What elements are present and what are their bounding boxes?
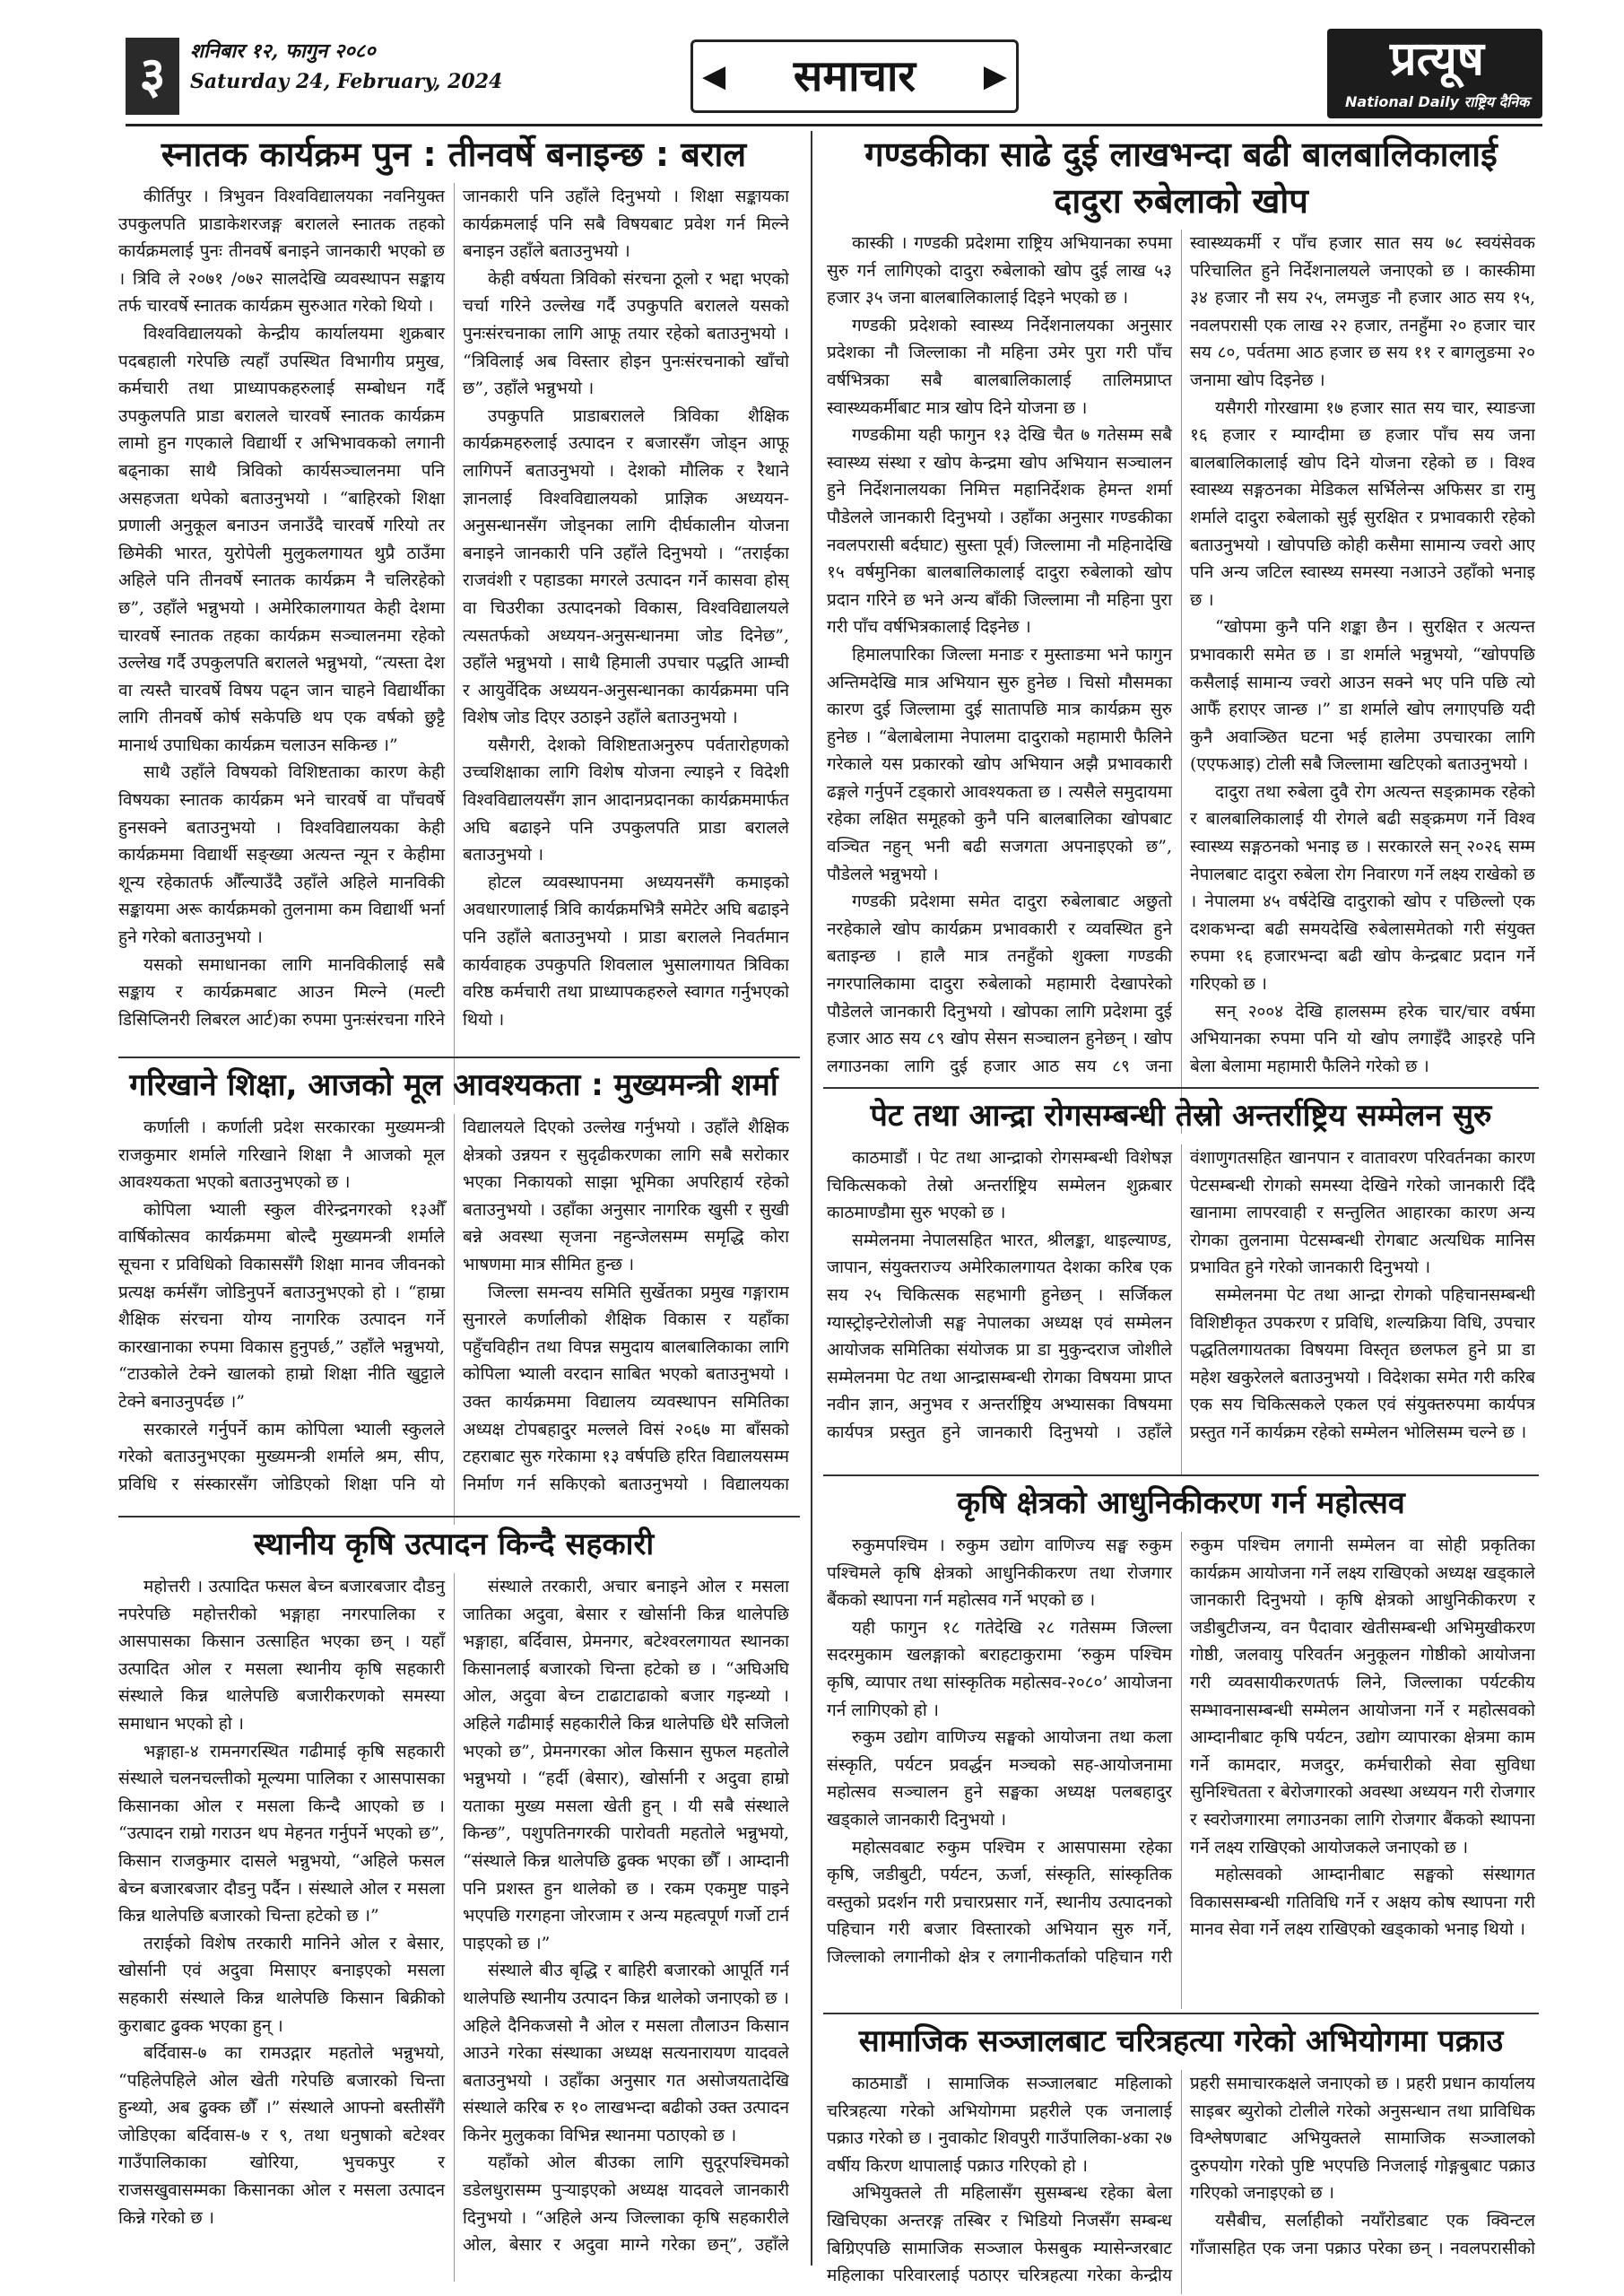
paragraph: बर्दिवास-७ का रामउद्गार महतोले भन्नुभयो, “पहिलेपहिले ओल खेती गरेपछि बजारको चिन्ता हुन्थ्यो, अब ढुक्क छौँ ।” संस्थाले आफ्नो बस्तीसँगै जोडिएका बर्दिवास-७ र ९, तथा धनुषाको बटेश्वर गाउँपालिकाका खोरिया, भुचकपुर र राजसखुवासम्मका किसानका ओल र मसला उत्पादन किन्ने गरेको छ । [118, 2043, 445, 2228]
paragraph: संस्थाले तरकारी, अचार बनाइने ओल र मसला जातिका अदुवा, बेसार र खोर्सानी किन्न थालेपछि भङ्गाहा, बर्दिवास, प्रेमनगर, बटेश्वरलगायत स्थानका किसानलाई बजारको चिन्ता हटेको छ । “अघिअघि ओल, अदुवा बेच्न टाढाटाढाको बजार गइन्थ्यो । अहिले गढीमाई सहकारीले किन्न थालेपछि धेरै सजिलो भएको छ”, प्रेमनगरका ओल किसान सुफल महतोले भन्नुभयो । “हर्दी (बेसार), खोर्सानी र अदुवा हाम्रो यताका मुख्य मसला खेती हुन् । यी सबै संस्थाले किन्छ”, पशुपतिनगरकी पारोवती महतोले भन्नुभयो, “संस्थाले किन्न थालेपछि ढुक्क भएका छौँ । आम्दानी पनि प्रशस्त हुन थालेको छ । रकम एकमुष्ट पाइने भएपछि गरगहना जोरजाम र अन्य महत्वपूर्ण गर्जो टार्न पाइएको छ ।” [463, 1577, 789, 1953]
paragraph: कोपिला भ्याली स्कुल वीरेन्द्रनगरको १३औँ वार्षिकोत्सव कार्यक्रममा बोल्दै मुख्यमन्त्री शर्माले सूचना र प्रविधिको विकाससँगै शिक्षा मानव जीवनको प्रत्यक्ष कर्मसँग जोडिनुपर्ने बताउनुभएको हो । “हाम्रा शैक्षिक संरचना योग्य नागरिक उत्पादन गर्ने कारखानाका रुपमा विकास हुनुपर्छ,” उहाँले भन्नुभयो, “टाउकोले टेक्ने खालको हाम्रो शिक्षा नीति खुट्टाले टेक्ने बनाउनुपर्दछ ।” [118, 1199, 445, 1412]
arrow-left-icon: ◀ [702, 58, 726, 94]
date-english: Saturday 24, February, 2024 [190, 70, 503, 93]
paragraph: भङ्गाहा-४ रामनगरस्थित गढीमाई कृषि सहकारी संस्थाले चलनचल्तीको मूल्यमा पालिका र आसपासका किसानका ओल र मसला किन्दै आएको छ । “उत्पादन राम्रो गराउन थप मेहनत गर्नुपर्ने भएको छ”, किसान राजकुमार दासले भन्नुभयो, “अहिले फसल बेच्न बजारबजार दौडनु पर्दैन । संस्थाले ओल र मसला किन्न थालेपछि बजारको चिन्ता हटेको छ ।” [118, 1741, 445, 1926]
page-number: ३ [126, 38, 179, 115]
paragraph: यसैगरी गोरखामा १७ हजार सात सय चार, स्याङजा १६ हजार र म्याग्दीमा छ हजार पाँच सय जना बालबालिकालाई खोप दिने योजना रहेको छ । विश्व स्वास्थ्य सङ्गठनका मेडिकल सर्भिलेन्स अफिसर डा रामु शर्माले दादुरा रुबेलाको सुई सुरक्षित र प्रभावकारी रहेको बताउनुभयो । खोपपछि कोही कसैमा सामान्य ज्वरो आए पनि अन्य जटिल स्वास्थ्य समस्या नआउने उहाँको भनाइ छ । [1190, 397, 1535, 610]
headline: गण्डकीका साढे दुई लाखभन्दा बढी बालबालिकालाई दादुरा रुबेलाको खोप [864, 135, 1498, 221]
arrow-right-icon: ▶ [983, 58, 1007, 94]
article-body [118, 183, 789, 1105]
article-gastro-conference [827, 1092, 1535, 1476]
article-divider [823, 1474, 1539, 1476]
paragraph: रुकुमपश्चिम । रुकुम उद्योग वाणिज्य सङ्घ रुकुम पश्चिमले कृषि क्षेत्रको आधुनिकीकरण तथा रोजगार बैंकको स्थापना गर्न महोत्सव गर्ने भएको छ । [827, 1535, 1172, 1611]
newspaper-logo [1327, 29, 1542, 118]
paragraph: होटल व्यवस्थापनमा अध्ययनसँगै कमाइको अवधारणालाई त्रिवि कार्यक्रमभित्रै समेटेर अघि बढाइने पनि उहाँले बताउनुभयो । प्राडा बरालले निवर्तमान कार्यवाहक उपकुपति शिवलाल भुसालगायत त्रिविका वरिष्ठ कर्मचारी तथा प्राध्यापकहरुले स्वागत गर्नुभएको थियो । [463, 872, 789, 1030]
headline: स्नातक कार्यक्रम पुन : तीनवर्षे बनाइन्छ : बराल [161, 135, 747, 174]
headline: सामाजिक सञ्जालबाट चरित्रहत्या गरेको अभियोगमा पक्राउ [858, 2023, 1504, 2059]
paragraph: यही फागुन १८ गतेदेखि २८ गतेसम्म जिल्ला सदरमुकाम खलङ्गाको बराहटाकुरामा ‘रुकुम पश्चिम कृषि, व्यापार तथा सांस्कृतिक महोत्सव-२०८०’ आयोजना गर्न लागिएको हो । [827, 1617, 1172, 1720]
paragraph: तराईको विशेष तरकारी मानिने ओल र बेसार, खोर्सानी एवं अदुवा मिसाएर बनाइएको मसला सहकारी संस्थाले किन्न थालेपछि किसान बिक्रीको कुराबाट ढुक्क भएका हुन् । [118, 1933, 445, 2036]
paragraph: यसको समाधानका लागि मानविकीलाई सबै सङ्काय र कार्यक्रमबाट आउन मिल्ने (मल्टी डिसिप्लिनरी लिबरल आर्ट)का रुपमा पुनःसंरचना गरिने जानकारी पनि उहाँले दिनुभयो । शिक्षा सङ्कायका कार्यक्रमलाई पनि सबै विषयबाट प्रवेश गर्न मिल्ने बनाइन उहाँले बताउनुभयो । [118, 187, 789, 1030]
logo-tagline: National Daily राष्ट्रिय दैनिक [1345, 93, 1530, 110]
paragraph: केही वर्षयता त्रिविको संरचना ठूलो र भद्दा भएको चर्चा गरिने उल्लेख गर्दै उपकुपति बरालले यसको पुनःसंरचनाका लागि आफू तयार रहेको बताउनुभयो । “त्रिविलाई अब विस्तार होइन पुनःसंरचनाको खाँचो छ”, उहाँले भन्नुभयो । [463, 268, 789, 399]
paragraph: हिमालपारिका जिल्ला मनाङ र मुस्ताङमा भने फागुन अन्तिमदेखि मात्र अभियान सुरु हुनेछ । चिसो मौसमका कारण दुई जिल्लामा दुई सातापछि मात्र कार्यक्रम सुरु हुनेछ । “बेलाबेलामा नेपालमा दादुराको महामारी फैलिने गरेकाले यस प्रकारको खोप अभियान अझै प्रभावकारी ढङ्गले गर्नुपर्ने टड्कारो आवश्यकता छ । त्यसैले समुदायमा रहेका लक्षित समूहको कुनै पनि बालबालिका खोपबाट वञ्चित नहुन् भनी बढी सजगता अपनाइएको छ”, पौडेलले भन्नुभयो । [827, 644, 1172, 884]
article-body [827, 1532, 1535, 2009]
article-agriculture-festival [827, 1480, 1535, 2009]
dateline [190, 36, 503, 97]
paragraph: महोत्सवको आम्दानीबाट सङ्घको संस्थागत विकाससम्बन्धी गतिविधि गर्ने र अक्षय कोष स्थापना गरी मानव सेवा गर्ने लक्ष्य राखिएको खड्काको भनाइ थियो । [1190, 1865, 1535, 1940]
article-body [827, 1144, 1535, 1476]
date-nepali: शनिबार १२, फागुन २०८० [190, 39, 376, 63]
article-body [118, 1114, 789, 1525]
paragraph: जिल्ला समन्वय समिति सुर्खेतका प्रमुख गङ्गाराम सुनारले कर्णालीको शैक्षिक विकास र यहाँका पहुँचविहीन तथा विपन्न समुदाय बालबालिकाका लागि कोपिला भ्याली वरदान साबित भएको बताउनुभयो । उक्त कार्यक्रममा विद्यालय व्यवस्थापन समितिका अध्यक्ष टोपबहादुर मल्लले विसं २०६७ मा बाँसको टहराबाट सुरु गरेकामा १३ वर्षपछि हरित विद्यालयसम्म निर्माण गर्न सकिएको बताउनुभयो । विद्यालयका [463, 1282, 789, 1494]
paragraph: “खोपमा कुनै पनि शङ्का छैन । सुरक्षित र अत्यन्त प्रभावकारी समेत छ । डा शर्माले भन्नुभयो, “खोपपछि कसैलाई सामान्य ज्वरो आउन सक्ने भए पनि पछि त्यो आफैँ हराएर जान्छ ।” डा शर्माले खोप लगाएपछि यदी कुनै अवाञ्छित घटना भई हालेमा उपचारका लागि (एएफआइ) टोली सबै जिल्लामा खटिएको बताउनुभयो । [1190, 617, 1535, 775]
paragraph: गण्डकी प्रदेशमा समेत दादुरा रुबेलाबाट अछुतो नरहेकाले खोप कार्यक्रम प्रभावकारी र व्यवस्थित हुने बताइन्छ । हालै मात्र तनहुँको शुक्ला गण्डकी नगरपालिकामा दादुरा रुबेलाको महामारी देखापरेको पौडेलले जानकारी दिनुभयो । खोपका लागि प्रदेशमा दुई हजार आठ सय ८९ खोप सेसन सञ्चालन हुनेछन् । खोप लगाउनका लागि दुई हजार आठ सय ८९ जना स्वास्थ्यकर्मी र पाँच हजार सात सय ७८ स्वयंसेवक परिचालित हुने निर्देशनालयले जनाएको छ । कास्कीमा ३४ हजार नौ सय २५, लमजुङ नौ हजार आठ सय १५, नवलपरासी एक लाख २२ हजार, तनहुँमा २० हजार चार सय ८०, पर्वतमा आठ हजार छ सय ११ र बागलुङमा २० जनामा खोप दिइनेछ । [827, 233, 1535, 1076]
article-ba-degree [118, 131, 789, 1105]
masthead [126, 29, 1542, 123]
article-divider [823, 2013, 1539, 2014]
logo-text: प्रत्यूष [1390, 32, 1484, 86]
paragraph: गण्डकीमा यही फागुन १३ देखि चैत ७ गतेसम्म सबै स्वास्थ्य संस्था र खोप केन्द्रमा खोप अभियान सञ्चालन हुने निर्देशनालयका निमित्त महानिर्देशक हेमन्त शर्मा पौडेलले जानकारी दिनुभयो । उहाँका अनुसार गण्डकीका नवलपरासी बर्दघाट) सुस्ता पूर्व) जिल्लामा नौ महिनादेखि १५ वर्षमुनिका बालबालिकालाई दादुरा रुबेलाको खोप प्रदान गरिने छ भने अन्य बाँकी जिल्लामा नौ महिना पुरा गरी पाँच वर्षभित्रकालाई दिइनेछ । [827, 425, 1172, 638]
paragraph: गण्डकी प्रदेशको स्वास्थ्य निर्देशनालयका अनुसार प्रदेशका नौ जिल्लाका नौ महिना उमेर पुरा गरी पाँच वर्षभित्रका सबै बालबालिकालाई तालिमप्राप्त स्वास्थ्यकर्मीबाट मात्र खोप दिने योजना छ । [827, 315, 1172, 418]
headline: स्थानीय कृषि उत्पादन किन्दै सहकारी [253, 1526, 655, 1562]
paragraph: संस्थाले बीउ बृद्धि र बाहिरी बजारको आपूर्ति गर्न थालेपछि स्थानीय उत्पादन किन्न थालेको जनाएको छ । अहिले दैनिकजसो नै ओल र मसला तौलाउन किसान आउने गरेका संस्थाका अध्यक्ष सत्यनारायण यादवले बताउनुभयो । उहाँका अनुसार गत असोजयतादेखि संस्थाले करिब रु १० लाखभन्दा बढीको उक्त उत्पादन किनेर मुलुकका विभिन्न स्थानमा पठाएको छ । [463, 1961, 789, 2145]
paragraph: काठमाडौं । सामाजिक सञ्जालबाट महिलाको चरित्रहत्या गरेको अभियोगमा प्रहरीले एक जनालाई पक्राउ गरेको छ । नुवाकोट शिवपुरी गाउँपालिका-४का २७ वर्षीय किरण थापालाई पक्राउ गरिएको हो । [827, 2074, 1172, 2176]
article-body [827, 2070, 1535, 2294]
paragraph: दादुरा तथा रुबेला दुवै रोग अत्यन्त सङ्क्रामक रहेको र बालबालिकालाई यी रोगले बढी सङ्क्रमण गर्ने विश्व स्वास्थ्य सङ्गठनको भनाइ छ । सरकारले सन् २०२६ सम्म नेपालबाट दादुरा रुबेला रोग निवारण गर्ने लक्ष्य राखेको छ । नेपालमा ४५ वर्षदेखि दादुराको खोप र पछिल्लो एक दशकभन्दा बढी समयदेखि रुबेलासमेतको गरी संयुक्त रुपमा १६ हजारभन्दा बढी खोप केन्द्रबाट प्रदान गर्ने गरिएको छ । [1190, 781, 1535, 995]
paragraph: कास्की । गण्डकी प्रदेशमा राष्ट्रिय अभियानका रुपमा सुरु गर्न लागिएको दादुरा रुबेलाको खोप दुई लाख ५३ हजार ३५ जना बालबालिकालाई दिइने भएको छ । [827, 233, 1172, 309]
paragraph: साथै उहाँले विषयको विशिष्टताका कारण केही विषयका स्नातक कार्यक्रम भने चारवर्षे वा पाँचवर्षे हुनसक्ने बताउनुभयो । विश्वविद्यालयका केही कार्यक्रममा विद्यार्थी सङ्ख्या अत्यन्त न्यून र केहीमा शून्य रहेकातर्फ औँल्याउँदै उहाँले अहिले मानविकी सङ्कायमा अरू कार्यक्रमको तुलनामा कम विद्यार्थी भर्ना हुने गरेको बताउनुभयो । [118, 762, 445, 948]
paragraph: विश्वविद्यालयको केन्द्रीय कार्यालयमा शुक्रबार पदबहाली गरेपछि त्यहाँ उपस्थित विभागीय प्रमुख, कर्मचारी तथा प्राध्यापकहरुलाई सम्बोधन गर्दै उपकुलपति प्राडा बरालले चारवर्षे स्नातक कार्यक्रम लामो हुन गएकाले विद्यार्थी र अभिभावकको लगानी बढ्नाका साथै त्रिविको कार्यसञ्चालनमा पनि असहजता थपेको बताउनुभयो । “बाहिरको शिक्षा प्रणाली अनुकूल बनाउन जनाउँदै चारवर्षे गरियो तर छिमेकी भारत, युरोपेली मुलुकलगायत थुप्रै ठाउँमा अहिले पनि तीनवर्षे स्नातक कार्यक्रम नै चलिरहेको छ”, उहाँले भन्नुभयो । अमेरिकालगायत केही देशमा चारवर्षे स्नातक तहका कार्यक्रम सञ्चालनमा रहेको उल्लेख गर्दै उपकुलपति बरालले भन्नुभयो, “त्यस्ता देश वा त्यस्तै चारवर्षे विषय पढ्न जान चाहने विद्यार्थीका लागि तीनवर्षे कोर्ष सकेपछि थप एक वर्षको छुट्टै मानार्थ उपाधिका कार्यक्रम चलाउन सकिन्छ ।” [118, 323, 445, 755]
article-cyber-arrest [827, 2018, 1535, 2294]
paragraph: सन् २००४ देखि हालसम्म हरेक चार/चार वर्षमा अभियानका रुपमा पनि यो खोप लगाइँदै आइरहे पनि बेला बेलामा महामारी फैलिने गरेको छ । [1190, 1001, 1535, 1076]
paragraph: काठमाडौं । पेट तथा आन्द्राको रोगसम्बन्धी विशेषज्ञ चिकित्सकको तेस्रो अन्तर्राष्ट्रिय सम्मेलन शुक्रबार काठमाण्डौमा सुरु भएको छ । [827, 1148, 1172, 1223]
article-measles-vaccine [827, 131, 1535, 1134]
paragraph: यहाँको ओल बीउका लागि सुदूरपश्चिमको डडेलधुरासम्म पुऱ्याइएको अध्यक्ष यादवले जानकारी दिनुभयो । “अहिले अन्य जिल्लाका कृषि सहकारीले ओल, बेसार र अदुवा माग्ने गरेका छन्”, उहाँले [463, 2152, 789, 2256]
headline: पेट तथा आन्द्रा रोगसम्बन्धी तेस्रो अन्तर्राष्ट्रिय सम्मेलन सुरु [870, 1098, 1492, 1134]
article-practical-education [118, 1062, 789, 1525]
paragraph: यसैगरी, देशको विशिष्टताअनुरुप पर्वतारोहणको उच्चशिक्षाका लागि विशेष योजना ल्याइने र विदेशी विश्वविद्यालयसँग ज्ञान आदानप्रदानका कार्यक्रममार्फत अघि बढाइने पनि उपकुलपति प्राडा बरालले बताउनुभयो । [463, 735, 789, 865]
column-divider [811, 131, 812, 2266]
paragraph: कर्णाली । कर्णाली प्रदेश सरकारका मुख्यमन्त्री राजकुमार शर्माले गरिखाने शिक्षा नै आजको मूल आवश्यकता भएको बताउनुभएको छ । [118, 1118, 445, 1193]
section-label [690, 39, 1019, 113]
article-divider [118, 1516, 800, 1518]
paragraph: रुकुम उद्योग वाणिज्य सङ्घको आयोजना तथा कला संस्कृति, पर्यटन प्रवर्द्धन मञ्चको सह-आयोजनामा महोत्सव सञ्चालन हुने सङ्घका अध्यक्ष पलबहादुर खड्काले जानकारी दिनुभयो । [827, 1727, 1172, 1830]
article-body [827, 230, 1535, 1134]
paragraph: महोत्सवबाट रुकुम पश्चिम र आसपासमा रहेका कृषि, जडीबुटी, पर्यटन, ऊर्जा, संस्कृति, सांस्कृतिक वस्तुको प्रदर्शन गरी प्रचारप्रसार गर्ने, स्थानीय उत्पादनको पहिचान गरी बजार विस्तारको अभियान सुरु गर्ने, जिल्लाको लगानीको क्षेत्र र लगानीकर्ताको पहिचान गरी रुकुम पश्चिम लगानी सम्मेलन वा सोही प्रकृतिका कार्यक्रम आयोजना गर्ने लक्ष्य राखिएको अध्यक्ष खड्काले जानकारी दिनुभयो । कृषि क्षेत्रको आधुनिकीकरण र जडीबुटीजन्य, वन पैदावार खेतीसम्बन्धी अभिमुखीकरण गोष्ठी, जलवायु परिवर्तन अनुकूलन गोष्ठीको आयोजना गरी व्यवसायीकरणतर्फ लिने, जिल्लाका पर्यटकीय सम्भावनासम्बन्धी सम्मेलन आयोजना गर्ने र महोत्सवको आम्दानीबाट कृषि पर्यटन, उद्योग व्यापारका क्षेत्रमा काम गर्ने कामदार, मजदुर, कर्मचारीको सेवा सुविधा सुनिश्चितता र बेरोजगारको अवस्था अध्ययन गरी रोजगार र स्वरोजगारमा लगाउनका लागि रोजगार बैंकको स्थापना गर्ने लक्ष्य राखिएको आयोजकले जनाएको छ । [827, 1535, 1535, 1967]
article-divider [823, 1087, 1539, 1089]
paragraph: उपकुपति प्राडाबरालले त्रिविका शैक्षिक कार्यक्रमहरुलाई उत्पादन र बजारसँग जोड्न आफू लागिपर्ने बताउनुभयो । देशको मौलिक र रैथाने ज्ञानलाई विश्वविद्यालयको प्राज्ञिक अध्ययन-अनुसन्धानसँग जोड्नका लागि दीर्घकालीन योजना बनाइने जानकारी पनि उहाँले दिनुभयो । “तराईका राजवंशी र पहाडका मगरले उत्पादन गर्ने कासवा होस् वा चिउरीका उत्पादनको विकास, विश्वविद्यालयले त्यसतर्फको अध्ययन-अनुसन्धानमा जोड दिनेछ”, उहाँले भन्नुभयो । साथै हिमाली उपचार पद्धति आम्ची र आयुर्वेदिक अध्ययन-अनुसन्धानका कार्यक्रममा पनि विशेष जोड दिएर उठाइने उहाँले बताउनुभयो । [463, 405, 789, 728]
section-label-text: समाचार [793, 51, 916, 101]
paragraph: यसैबीच, सर्लाहीको नयाँरोडबाट एक क्विन्टल गाँजासहित एक जना पक्राउ परेका छन् । नवलपरासीको [1190, 2210, 1535, 2258]
paragraph: सम्मेलनमा नेपालसहित भारत, श्रीलङ्का, थाइल्याण्ड, जापान, संयुक्तराज्य अमेरिकालगायत देशका करिब एक सय २५ चिकित्सक सहभागी हुनेछन् । सर्जिकल ग्यास्ट्रोइन्टेरोलोजी सङ्घ नेपालका अध्यक्ष एवं सम्मेलन आयोजक समितिका संयोजक प्रा डा मुकुन्दराज जोशीले सम्मेलनमा पेट तथा आन्द्रासम्बन्धी रोगका विषयमा प्राप्त नवीन ज्ञान, अनुभव र अन्तर्राष्ट्रिय अभ्यासका विषयमा कार्यपत्र प्रस्तुत हुने जानकारी दिनुभयो । उहाँले वंशाणुगतसहित खानपान र वातावरण परिवर्तनका कारण पेटसम्बन्धी रोगको समस्या देखिने गरेको जानकारी दिँदै खानामा लापरवाही र सन्तुलित आहारका कारण अन्य रोगका तुलनामा पेटसम्बन्धी रोगबाट अत्यधिक मानिस प्रभावित हुने गरेको जानकारी दिनुभयो । [827, 1148, 1535, 1442]
article-body [118, 1573, 789, 2282]
paragraph: सरकारले गर्नुपर्ने काम कोपिला भ्याली स्कुलले गरेको बताउनुभएका मुख्यमन्त्री शर्माले श्रम, सीप, प्रविधि र संस्कारसँग जोडिएको शिक्षा पनि यो विद्यालयले दिएको उल्लेख गर्नुभयो । उहाँले शैक्षिक क्षेत्रको उन्नयन र सुदृढीकरणका लागि सबै सरोकार भएका निकायको साझा भूमिका अपरिहार्य रहेको बताउनुभयो । उहाँका अनुसार नागरिक खुसी र सुखी बन्ने अवस्था सृजना नहुन्जेलसम्म समृद्धि कोरा भाषणमा मात्र सीमित हुन्छ । [118, 1118, 789, 1494]
paragraph: कीर्तिपुर । त्रिभुवन विश्वविद्यालयका नवनियुक्त उपकुलपति प्राडाकेशरजङ्ग बरालले स्नातक तहको कार्यक्रमलाई पुनः तीनवर्षे बनाइने जानकारी भएको छ । त्रिवि ले २०७१ /०७२ सालदेखि व्यवस्थापन सङ्काय तर्फ चारवर्षे स्नातक कार्यक्रम सुरुआत गरेको थियो । [118, 187, 445, 317]
article-divider [118, 1057, 800, 1058]
headline: कृषि क्षेत्रको आधुनिकीकरण गर्न महोत्सव [957, 1485, 1405, 1521]
article-local-produce [118, 1521, 789, 2282]
paragraph: महोत्तरी । उत्पादित फसल बेच्न बजारबजार दौडनु नपरेपछि महोत्तरीको भङ्गाहा नगरपालिका र आसपासका किसान उत्साहित भएका छन् । यहाँ उत्पादित ओल र मसला स्थानीय कृषि सहकारी संस्थाले किन्न थालेपछि बजारीकरणको समस्या समाधान भएको हो । [118, 1577, 445, 1734]
headline: गरिखाने शिक्षा, आजको मूल आवश्यकता : मुख्यमन्त्री शर्मा [129, 1067, 778, 1103]
paragraph: अभियुक्तले ती महिलासँग सुसम्बन्ध रहेका बेला खिचिएका अन्तरङ्ग तस्बिर र भिडियो निजसँग सम्बन्ध बिग्रिएपछि सामाजिक सञ्जाल फेसबुक म्यासेन्जरबाट महिलाका परिवारलाई पठाएर चरित्रहत्या गरेका केन्द्रीय प्रहरी समाचारकक्षले जनाएको छ । प्रहरी प्रधान कार्यालय साइबर ब्युरोको टोलीले गरेको अनुसन्धान तथा प्राविधिक विश्लेषणबाट अभियुक्तले सामाजिक सञ्जालको दुरुपयोग गरेको पुष्टि भएपछि निजलाई गोङ्गबुबाट पक्राउ गरिएको जनाइएको छ । [827, 2074, 1535, 2286]
paragraph: सम्मेलनमा पेट तथा आन्द्रा रोगको पहिचानसम्बन्धी विशिष्टीकृत उपकरण र प्रविधि, शल्यक्रिया विधि, उपचार पद्धतिलगायतका विषयमा विस्तृत छलफल हुने प्रा डा महेश खकुरेलले बताउनुभयो । विदेशका समेत गरी करिब एक सय चिकित्सकले एकल एवं संयुक्तरुपमा कार्यपत्र प्रस्तुत गर्ने कार्यक्रम रहेको सम्मेलन भोलिसम्म चल्ने छ । [1190, 1284, 1535, 1442]
masthead-rule [126, 124, 1542, 126]
